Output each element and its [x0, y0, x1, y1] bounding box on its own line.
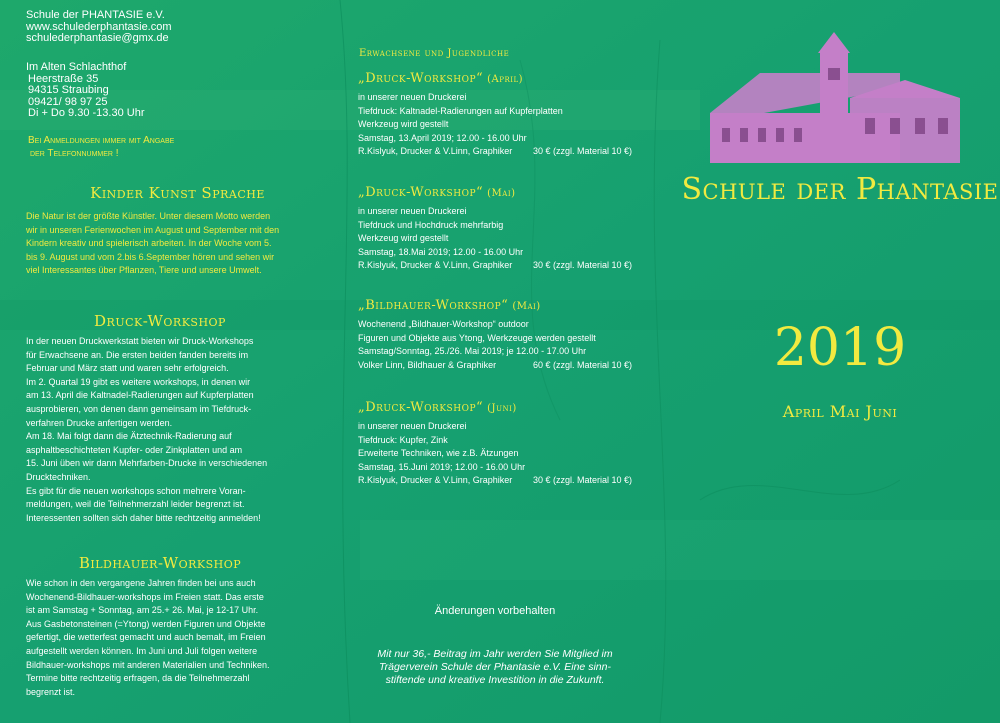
kinder-title: Kinder Kunst Sprache: [90, 184, 265, 202]
workshop-instructor: Volker Linn, Bildhauer & Graphiker: [358, 359, 497, 370]
cover-title: Schule der Phantasie: [681, 172, 999, 207]
workshop-title-text: „Druck-Workshop“: [358, 185, 484, 200]
address-line: Heerstraße 35: [28, 72, 99, 85]
workshop-price: 30 € (zzgl. Material 10 €): [532, 146, 632, 157]
membership-text: Mit nur 36,- Beitrag im Jahr werden Sie Mitglied im: [377, 648, 613, 660]
text-line: meldungen, weil die Teilnehmerzahl leider begrenzt ist.: [26, 499, 245, 510]
text-line: Bildhauer-workshops mit anderen Materialien und Techniken.: [26, 659, 270, 670]
registration-notice: der Telefonnummer !: [30, 148, 119, 159]
workshop-month: (April): [487, 74, 524, 85]
bildhauer-text: [26, 577, 269, 699]
workshop-price: 60 € (zzgl. Material 10 €): [532, 359, 632, 370]
text-line: begrenzt ist.: [26, 686, 76, 697]
workshop-detail: Samstag, 15.Juni 2019; 12.00 - 16.00 Uhr: [358, 461, 526, 472]
text-line: verfahren Drucke anfertigen werden.: [26, 417, 173, 428]
workshop-detail: in unserer neuen Druckerei: [358, 206, 467, 216]
workshop-title-text: „Bildhauer-Workshop“: [358, 298, 509, 313]
workshop-price: 30 € (zzgl. Material 10 €): [532, 475, 632, 486]
workshop-instructor: R.Kislyuk, Drucker & V.Linn, Graphiker: [358, 260, 513, 271]
text-line: Am 18. Mai folgt dann die Ätztechnik-Radierung auf: [26, 431, 232, 442]
workshop-detail: in unserer neuen Druckerei: [358, 92, 467, 102]
workshop-detail: Wochenend „Bildhauer-Workshop“ outdoor: [358, 319, 529, 329]
text-line: Aus Gasbetonsteinen (=Ytong) werden Figuren und Objekte: [26, 618, 266, 629]
text-line: aufgestellt werden können. Im Juni und Juli folgen weitere: [26, 645, 258, 656]
workshop-title: [358, 397, 632, 420]
cover-year: 2019: [773, 318, 907, 378]
workshop-price: 30 € (zzgl. Material 10 €): [532, 260, 632, 271]
workshop-detail: Samstag/Sonntag, 25./26. Mai 2019; je 12.00 - 17.00 Uhr: [358, 346, 587, 357]
workshop-detail: Figuren und Objekte aus Ytong, Werkzeuge werden gestellt: [358, 332, 596, 343]
workshop-block: [358, 68, 632, 159]
changes-notice: Änderungen vorbehalten: [434, 605, 556, 617]
workshop-block: [358, 295, 632, 372]
workshop-detail: Werkzeug wird gestellt: [358, 119, 449, 130]
membership-text: Trägerverein Schule der Phantasie e.V. Eine sinn-: [379, 661, 611, 673]
text-line: Wie schon in den vergangene Jahren finden bei uns auch: [26, 578, 256, 588]
workshop-instructor: R.Kislyuk, Drucker & V.Linn, Graphiker: [358, 475, 513, 486]
workshop-detail: Tiefdruck: Kupfer, Zink: [358, 434, 448, 445]
text-line: ausprobieren, von denen dann gemeinsam im Tiefdruck-: [26, 403, 252, 414]
email-link[interactable]: schulederphantasie@gmx.de: [26, 32, 169, 44]
address-line: 94315 Straubing: [28, 84, 109, 96]
cover-months: April Mai Juni: [782, 402, 898, 421]
text-line: In der neuen Druckwerkstatt bieten wir Druck-Workshops: [26, 336, 254, 346]
text-line: Februar und März statt und waren sehr erfolgreich.: [26, 363, 229, 374]
text-line: wir in unseren Ferienwochen im August und September mit den: [26, 224, 280, 235]
text-line: Kindern kreativ und spielerisch arbeiten. In der Woche vom 5.: [26, 238, 272, 249]
bildhauer-title: Bildhauer-Workshop: [78, 554, 242, 572]
text-line: bis 9. August und vom 2.bis 6.September hören und sehen wir: [26, 251, 275, 262]
workshop-instructor: R.Kislyuk, Drucker & V.Linn, Graphiker: [358, 146, 513, 157]
workshop-detail: Tiefdruck und Hochdruck mehrfarbig: [358, 219, 504, 230]
text-line: viel Interessantes über Pflanzen, Tiere und unsere Umwelt.: [26, 265, 262, 276]
kinder-text: [26, 210, 279, 278]
registration-notice: Bei Anmeldungen immer mit Angabe: [28, 135, 175, 146]
workshop-detail: in unserer neuen Druckerei: [358, 421, 467, 431]
workshop-detail: Samstag, 13.April 2019; 12.00 - 16.00 Uhr: [358, 132, 527, 143]
workshop-month: (Mai): [487, 188, 516, 199]
school-building-illustration: [700, 28, 970, 168]
druck-title: Druck-Workshop: [94, 312, 226, 330]
text-line: Termine bitte rechtzeitig erfragen, da die Teilnehmerzahl: [26, 673, 250, 684]
audience-heading: Erwachsene und Jugendliche: [359, 48, 510, 59]
text-line: 15. Juni üben wir dann Mehrfarben-Drucke in verschiedenen: [26, 458, 268, 469]
workshop-detail: Erweiterte Techniken, wie z.B. Ätzungen: [358, 448, 519, 459]
workshop-block: [358, 182, 632, 273]
workshop-detail: Tiefdruck: Kaltnadel-Radierungen auf Kupferplatten: [358, 105, 563, 116]
text-line: Die Natur ist der größte Künstler. Unter diesem Motto werden: [26, 211, 271, 221]
workshop-title-text: „Druck-Workshop“: [358, 400, 484, 415]
text-line: Interessenten sollten sich daher bitte rechtzeitig anmelden!: [26, 512, 261, 523]
text-line: Drucktechniken.: [26, 471, 91, 482]
text-line: Wochenend-Bildhauer-workshops im Freien statt. Das erste: [26, 591, 264, 602]
workshop-block: [358, 397, 632, 488]
workshop-detail: Werkzeug wird gestellt: [358, 233, 449, 244]
address-line: Im Alten Schlachthof: [26, 61, 127, 73]
druck-text: [26, 335, 267, 525]
contact-line: Schule der PHANTASIE e.V.: [26, 9, 165, 21]
membership-text: stiftende und kreative Investition in die Zukunft.: [385, 674, 605, 686]
workshop-title: [358, 182, 632, 205]
text-line: Es gibt für die neuen workshops schon mehrere Voran-: [26, 485, 246, 496]
text-line: am 13. April die Kaltnadel-Radierungen auf Kupferplatten: [26, 390, 254, 401]
workshop-detail: Samstag, 18.Mai 2019; 12.00 - 16.00 Uhr: [358, 246, 524, 257]
text-line: für Erwachsene an. Die ersten beiden fanden bereits im: [26, 349, 249, 360]
workshop-title: [358, 68, 632, 91]
workshop-title-text: „Druck-Workshop“: [358, 71, 484, 86]
text-line: Im 2. Quartal 19 gibt es weitere workshops, in denen wir: [26, 376, 251, 387]
text-line: gefertigt, die wetterfest gemacht und auch bemalt, im Freien: [26, 632, 266, 643]
text-line: ist am Samstag + Sonntag, am 25.+ 26. Mai, je 12-17 Uhr.: [26, 605, 259, 616]
workshop-month: (Mai): [512, 301, 541, 312]
opening-hours: Di + Do 9.30 -13.30 Uhr: [28, 107, 145, 119]
text-line: asphaltbeschichteten Kupfer- oder Zinkplatten und am: [26, 444, 243, 455]
workshop-title: [358, 295, 632, 318]
phone-number: 09421/ 98 97 25: [28, 95, 108, 108]
website-link[interactable]: www.schulederphantasie.com: [26, 20, 172, 33]
workshop-month: (Juni): [487, 403, 517, 414]
